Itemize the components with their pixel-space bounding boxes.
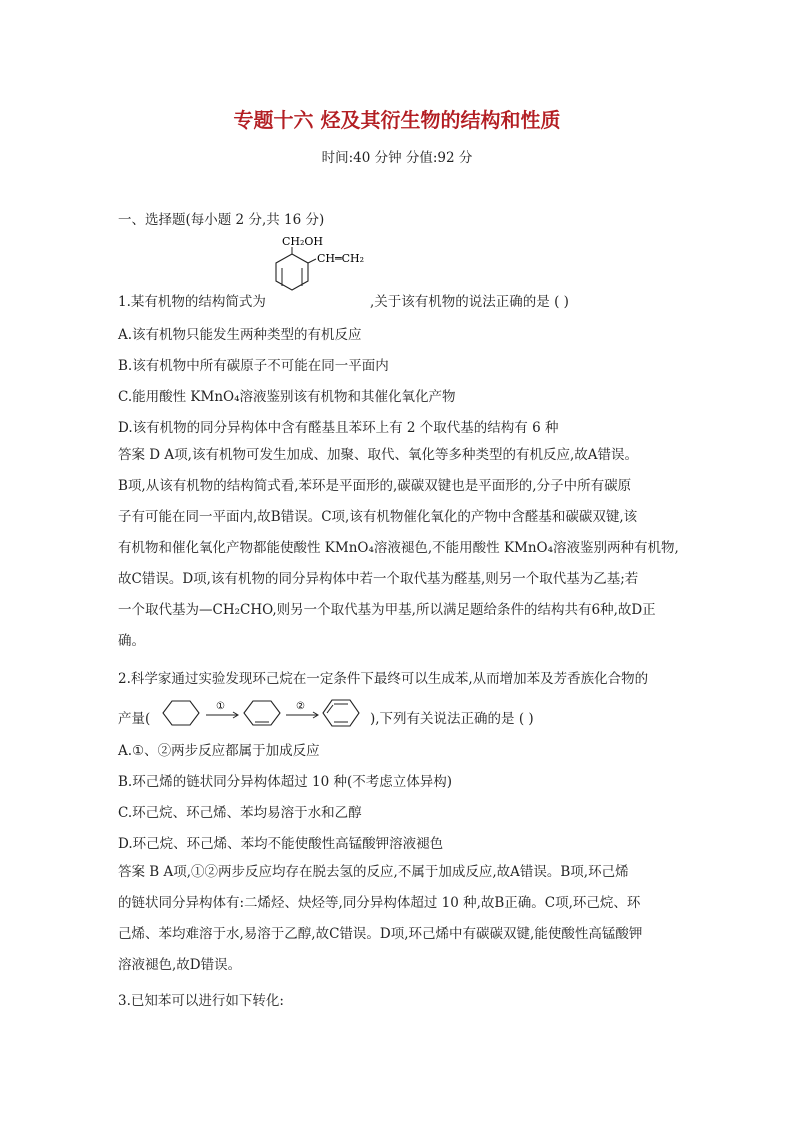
- q2-answer-line: 己烯、苯均难溶于水,易溶于乙醇,故C错误。D项,环己烯中有碳碳双键,能使酸性高锰酸钾: [118, 926, 643, 942]
- page-title: 专题十六 烃及其衍生物的结构和性质: [233, 108, 561, 132]
- step-2-label: ②: [296, 701, 305, 712]
- q1-answer-line: 故C错误。D项,该有机物的同分异构体中若一个取代基为醛基,则另一个取代基为乙基;若: [118, 571, 639, 587]
- q1-stem-after: ,关于该有机物的说法正确的是 ( ): [370, 294, 569, 310]
- cyclohexane-ring: [163, 701, 199, 725]
- q1-sub-top: CH₂OH: [282, 235, 324, 248]
- q2-answer-line: 溶液褪色,故D错误。: [118, 957, 242, 973]
- section-heading: 一、选择题(每小题 2 分,共 16 分): [118, 212, 325, 228]
- q2-stem-suffix: ),下列有关说法正确的是 ( ): [370, 711, 534, 727]
- q2-answer-line: 的链状同分异构体有:二烯烃、炔烃等,同分异构体超过 10 种,故B正确。C项,环己烷、环: [118, 895, 641, 911]
- q1-stem-before: 1.某有机物的结构简式为: [118, 294, 266, 310]
- step-1-label: ①: [216, 701, 225, 712]
- q1-answer-line: 答案 D A项,该有机物可发生加成、加聚、取代、氧化等多种类型的有机反应,故A错误。: [118, 447, 638, 463]
- q1-answer-line: 确。: [118, 633, 145, 649]
- q2-option-c: C.环己烷、环己烯、苯均易溶于水和乙醇: [118, 805, 362, 821]
- q2-option-d: D.环己烷、环己烯、苯均不能使酸性高锰酸钾溶液褪色: [118, 836, 444, 852]
- q2-option-b: B.环己烯的链状同分异构体超过 10 种(不考虑立体异构): [118, 774, 453, 790]
- q2-stem-line1: 2.科学家通过实验发现环己烷在一定条件下最终可以生成苯,从而增加苯及芳香族化合物的: [118, 671, 649, 687]
- q1-answer-line: 有机物和催化氧化产物都能使酸性 KMnO₄溶液褪色,不能用酸性 KMnO₄溶液鉴别两种有机物,: [118, 540, 679, 556]
- cyclohexene-ring: [244, 701, 280, 725]
- q1-answer-line: 子有可能在同一平面内,故B错误。C项,该有机物催化氧化的产物中含醛基和碳碳双键,该: [118, 509, 638, 525]
- q1-option-c: C.能用酸性 KMnO₄溶液鉴别该有机物和其催化氧化产物: [118, 389, 456, 405]
- q2-stem-prefix: 产量(: [118, 711, 151, 727]
- q1-option-a: A.该有机物只能发生两种类型的有机反应: [118, 327, 362, 343]
- q2-answer: [118, 857, 678, 981]
- q1-sub-right: CH═CH₂: [317, 252, 365, 265]
- q1-option-b: B.该有机物中所有碳原子不可能在同一平面内: [118, 358, 389, 374]
- q1-answer-line: 一个取代基为—CH₂CHO,则另一个取代基为甲基,所以满足题给条件的结构共有6种,故D正: [118, 602, 656, 618]
- q2-option-a: A.①、②两步反应都属于加成反应: [118, 743, 320, 759]
- q1-answer-line: B项,从该有机物的结构简式看,苯环是平面形的,碳碳双键也是平面形的,分子中所有碳原: [118, 478, 632, 494]
- q1-structure-diagram: [270, 232, 380, 302]
- q1-answer: [118, 440, 678, 657]
- q2-answer-line: 答案 B A项,①②两步反应均存在脱去氢的反应,不属于加成反应,故A错误。B项,环己烯: [118, 864, 629, 880]
- q2-reaction-scheme: [158, 695, 368, 731]
- q1-option-d: D.该有机物的同分异构体中含有醛基且苯环上有 2 个取代基的结构有 6 种: [118, 420, 559, 436]
- q3-stem: 3.已知苯可以进行如下转化:: [118, 993, 284, 1009]
- exam-meta: 时间:40 分钟 分值:92 分: [321, 150, 473, 166]
